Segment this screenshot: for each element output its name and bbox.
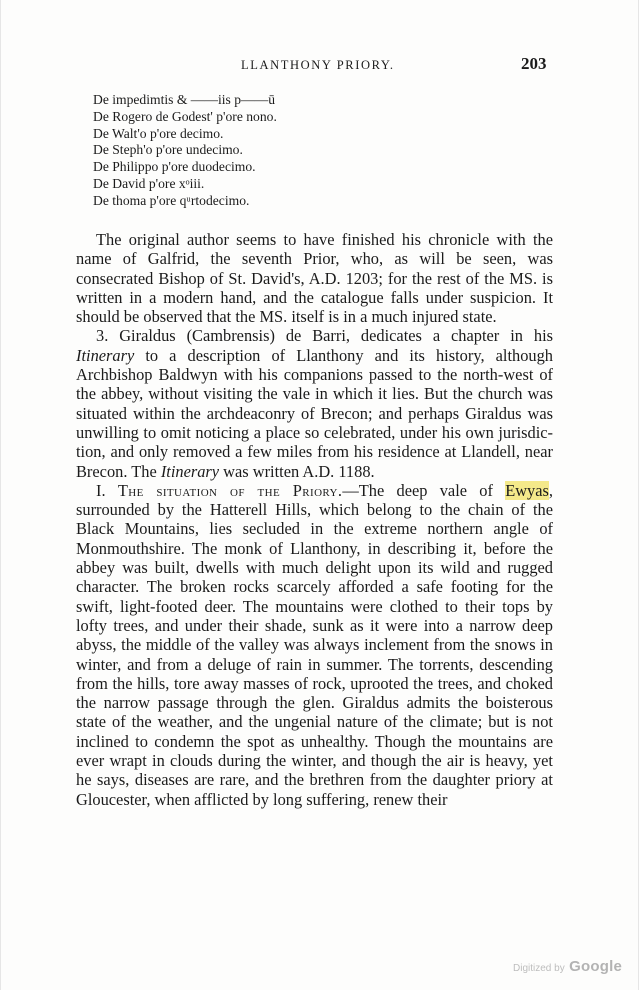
list-item: De Steph'o p'ore undecimo. [93,142,243,158]
page-number: 203 [521,54,547,73]
paragraph-text: —The deep vale of [342,480,506,500]
list-item: De thoma p'ore qᵘrtodecimo. [93,192,250,208]
running-title: LLANTHONY PRIORY. [241,58,395,72]
digitized-watermark [513,958,622,976]
itinerary-title: Itinerary [76,345,135,365]
list-item: De Philippo p'ore duodecimo. [93,159,256,175]
paragraph-text: to a description of Llanthony and its history, although Archbishop Baldwyn with his companions passed to the north-west of the abbey, without visiting the vale in which it lies. But the church was situated within the archdeaconry of Brecon; and perhaps Giraldus was unwilling to omit noticing a place so celebrated, under his own jurisdiction, and only removed a few miles from his residence at Llandell, near Brecon. The [76,345,553,481]
digitized-label: Digitized by [513,963,565,974]
list-item: De Walt'o p'ore decimo. [93,125,224,141]
section-heading: The situation of the Priory. [117,480,343,500]
paragraph-text: was written A.D. 1188. [219,461,375,481]
paragraph-situation [76,481,553,809]
prior-list [93,92,493,210]
paragraph-chronicle: The original author seems to have finished his chronicle with the name of Galfrid, the seventh Prior, who, as will be seen, was consecrated Bishop of St. David's, A.D. 1203; for the rest of the MS. is written in a modern hand, and the catalogue falls under suspicion. It should be observed that the MS. itself is in a much injured state. [76,230,553,327]
paragraph-text: 3. Giraldus (Cambrensis) de Barri, dedicates a chapter in his [96,326,553,346]
list-item: De David p'ore xᵒiii. [93,175,205,191]
google-logo: Google [569,958,623,975]
itinerary-title: Itinerary [160,461,220,481]
body-text [76,230,553,809]
highlighted-word: Ewyas [505,480,549,500]
list-item: De impedimtis & ——iis p——ū [93,92,276,107]
section-number: I. [96,480,118,500]
paragraph-giraldus [76,326,553,480]
paragraph-text: , surrounded by the Hatterell Hills, which belong to the chain of the Black Mountains, lies secluded in the extreme northern angle of Monmouthshire. The monk of Llanthony, in describing it, before the abbey was built, dwells with much delight upon its wild and rugged character. The broken rocks scarcely afforded a safe footing for the swift, light-footed deer. The mountains were clothed to their tops by lofty trees, and under their shade, sunk as it were into a narrow deep abyss, the middle of the valley was always inclement from the snows in winter, and from a deluge of rain in summer. The torrents, descending from the hills, tore away masses of rock, uprooted the trees, and choked the narrow passage through the glen. Giraldus admits the boisterous state of the weather, and the ungenial nature of the climate; but is not inclined to condemn the spot as unhealthy. Though the mountains are ever wrapt in clouds during the winter, and though the air is heavy, yet he says, diseases are rare, and the brethren from the daughter priory at Gloucester, when afflicted by long suffering, renew their [76,480,553,809]
list-item: De Rogero de Godest' p'ore nono. [93,108,277,124]
